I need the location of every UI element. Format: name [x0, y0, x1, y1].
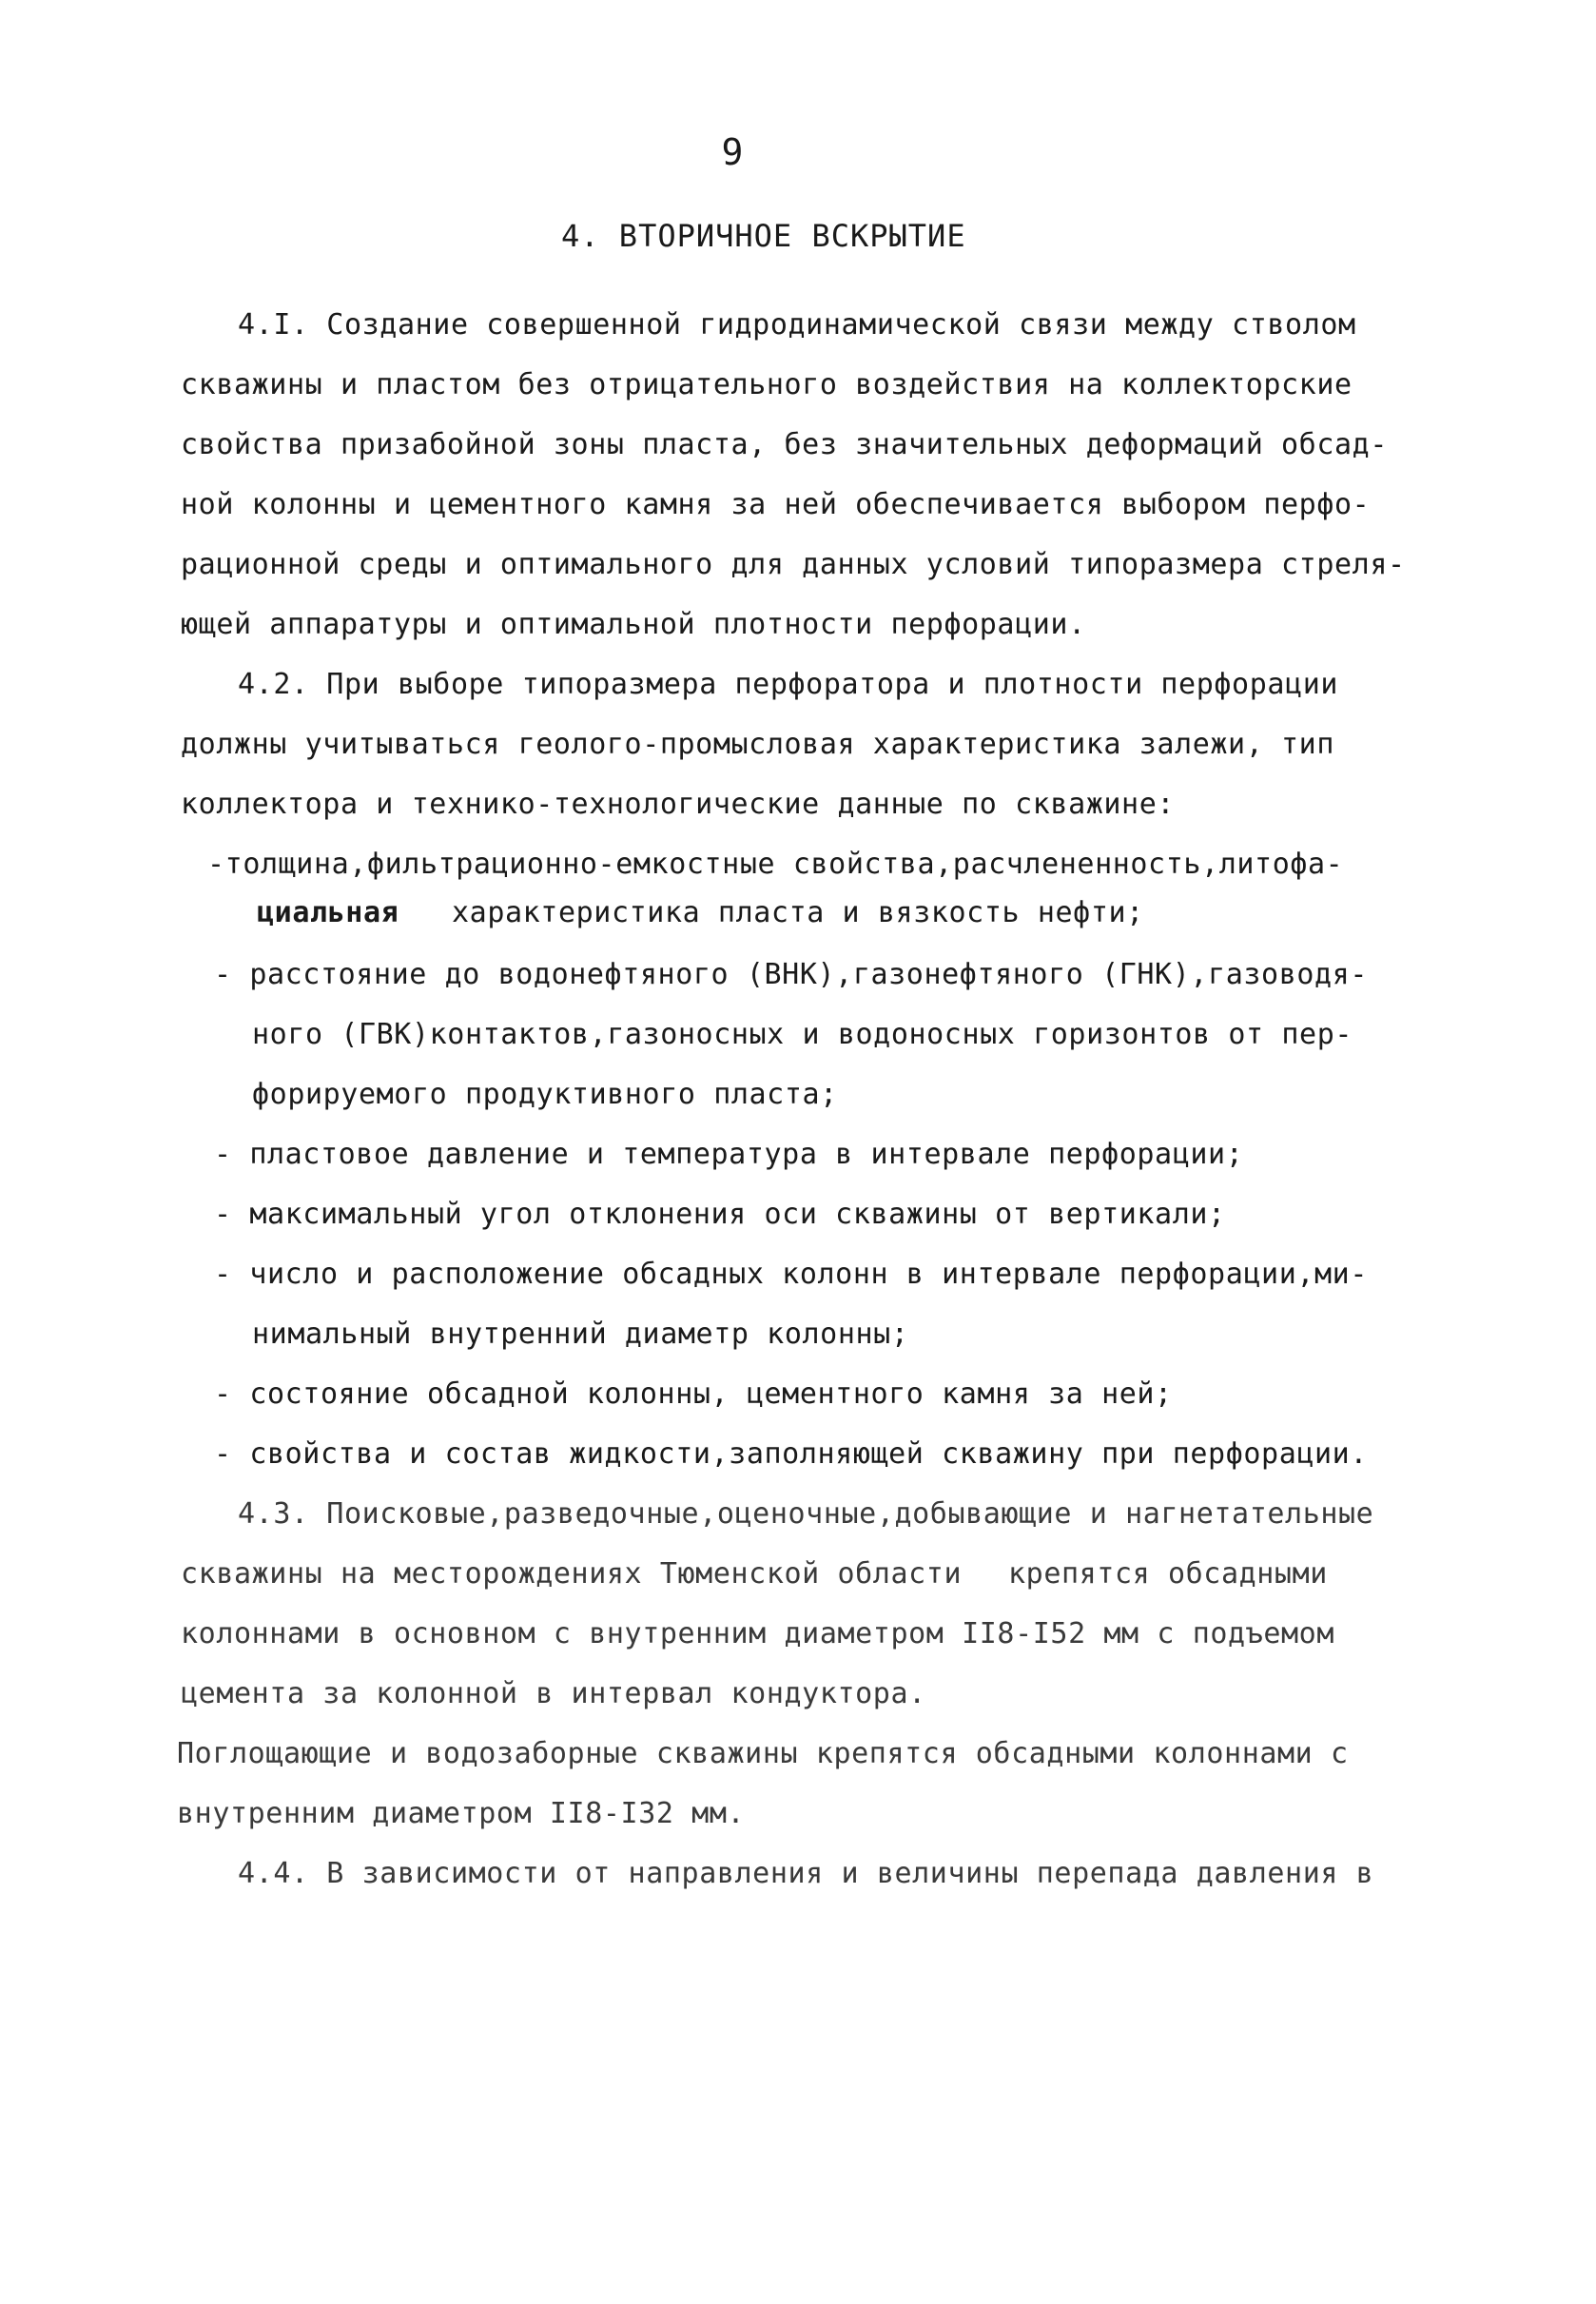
list-item-line: - расстояние до водонефтяного (ВНК),газонефтяного (ГНК),газоводя-: [214, 958, 1368, 991]
list-item-line: циальная: [257, 896, 399, 929]
text-line: должны учитываться геолого-промысловая характеристика залежи, тип: [181, 728, 1334, 761]
list-item-line: ного (ГВК)контактов,газоносных и водоносных горизонтов от пер-: [252, 1018, 1353, 1051]
text-line: Поглощающие и водозаборные скважины крепятся обсадными колоннами с: [177, 1737, 1349, 1770]
text-line: цемента за колонной в интервал кондуктора.: [181, 1677, 926, 1710]
list-item-line: - число и расположение обсадных колонн в интервале перфорации,ми-: [214, 1258, 1368, 1291]
text-line: скважины и пластом без отрицательного воздействия на коллекторские: [181, 368, 1353, 401]
text-line: ной колонны и цементного камня за ней обеспечивается выбором перфо-: [181, 488, 1371, 521]
text-line: коллектора и технико-технологические данные по скважине:: [181, 788, 1176, 821]
list-item-line: форируемого продуктивного пласта;: [252, 1078, 838, 1111]
text-line: внутренним диаметром II8-I32 мм.: [177, 1797, 746, 1830]
list-item-line: - состояние обсадной колонны, цементного камня за ней;: [214, 1377, 1173, 1411]
list-item-line: характеристика пласта и вязкость нефти;: [452, 896, 1144, 929]
list-item-line: -толщина,фильтрационно-емкостные свойства,расчлененность,литофа-: [207, 848, 1344, 881]
section-title: 4. ВТОРИЧНОЕ ВСКРЫТИЕ: [561, 218, 966, 254]
text-line: колоннами в основном с внутренним диаметром II8-I52 мм с подъемом: [181, 1617, 1334, 1650]
list-item-line: - максимальный угол отклонения оси скважины от вертикали;: [214, 1198, 1226, 1231]
list-item-line: нимальный внутренний диаметр колонны;: [252, 1318, 909, 1351]
text-line: рационной среды и оптимального для данных условий типоразмера стреля-: [181, 548, 1406, 581]
text-line: скважины на месторождениях Тюменской области: [181, 1557, 963, 1591]
text-line: ющей аппаратуры и оптимальной плотности перфорации.: [181, 608, 1086, 641]
text-line: крепятся обсадными: [1008, 1557, 1328, 1591]
text-line: свойства призабойной зоны пласта, без значительных деформаций обсад-: [181, 428, 1388, 461]
page-number: 9: [721, 131, 744, 173]
text-line: 4.2. При выборе типоразмера перфоратора и плотности перфорации: [238, 668, 1339, 701]
list-item-line: - свойства и состав жидкости,заполняющей скважину при перфорации.: [214, 1437, 1368, 1471]
text-line: 4.3. Поисковые,разведочные,оценочные,добывающие и нагнетательные: [238, 1497, 1374, 1531]
text-line: 4.I. Создание совершенной гидродинамической связи между стволом: [238, 308, 1356, 342]
text-line: 4.4. В зависимости от направления и величины перепада давления в: [238, 1857, 1374, 1890]
list-item-line: - пластовое давление и температура в интервале перфорации;: [214, 1138, 1244, 1171]
